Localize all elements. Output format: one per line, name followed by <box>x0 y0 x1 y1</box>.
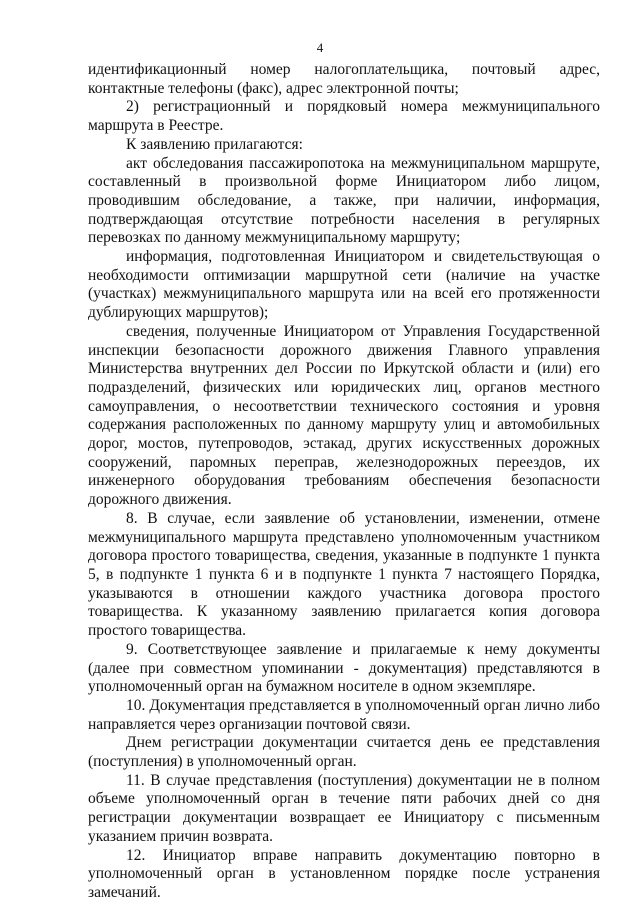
document-body <box>88 61 600 903</box>
paragraph-registration-day: Днем регистрации документации считается день ее представления (поступления) в уполномоченный орган. <box>88 734 600 771</box>
paragraph-gibdd-info: сведения, полученные Инициатором от Управления Государственной инспекции безопасности дорожного движения Главного управления Министерства внутренних дел России по Иркутской области и (или) его подразделений, физических или юридических лиц, органов местного самоуправления, о несоответствии технического состояния и уровня содержания расположенных по данному маршруту улиц и автомобильных дорог, мостов, путепроводов, эстакад, других искусственных дорожных сооружений, паромных переправ, железнодорожных переездов, их инженерного оборудования требованиям обеспечения безопасности дорожного движения. <box>88 322 600 509</box>
paragraph-clause-11: 11. В случае представления (поступления) документации не в полном объеме уполномоченный орган в течение пяти рабочих дней со дня регистрации документации возвращает ее Инициатору с письменным указанием причин возврата. <box>88 771 600 845</box>
paragraph-attachments-intro: К заявлению прилагаются: <box>126 135 303 153</box>
paragraph-clause-8: 8. В случае, если заявление об установлении, изменении, отмене межмуниципального маршрута представлено уполномоченным участником договора простого товарищества, сведения, указанные в подпункте 1 пункта 5, в подпункте 1 пункта 6 и в подпункте 1 пункта 7 настоящего Порядка, указываются в отношении каждого участника договора простого товарищества. К указанному заявлению прилагается копия договора простого товарищества. <box>88 509 600 640</box>
paragraph-1-continuation: идентификационный номер налогоплательщика, почтовый адрес, контактные телефоны (факс), адрес электронной почты; <box>88 61 600 97</box>
paragraph-optimization-info: информация, подготовленная Инициатором и свидетельствующая о необходимости оптимизации маршрутной сети (наличие на участке (участках) межмуниципального маршрута или на всей его протяженности дублирующих маршрутов); <box>88 248 600 322</box>
paragraph-clause-12: 12. Инициатор вправе направить документацию повторно в уполномоченный орган в установленном порядке после устранения замечаний. <box>88 846 600 901</box>
paragraph-clause-10: 10. Документация представляется в уполномоченный орган лично либо направляется через организации почтовой связи. <box>88 696 600 733</box>
paragraph-item-2: 2) регистрационный и порядковый номера межмуниципального маршрута в Реестре. <box>88 98 600 135</box>
paragraph-survey-act: акт обследования пассажиропотока на межмуниципальном маршруте, составленный в произвольной форме Инициатором либо лицом, проводившим обследование, а также, при наличии, информация, подтверждающая отсутствие потребности населения в регулярных перевозках по данному межмуниципальному маршруту; <box>88 154 600 247</box>
paragraph-clause-9: 9. Соответствующее заявление и прилагаемые к нему документы (далее при совместном упоминании - документация) представляются в уполномоченный орган на бумажном носителе в одном экземпляре. <box>88 640 600 696</box>
page-number: 4 <box>316 40 324 55</box>
